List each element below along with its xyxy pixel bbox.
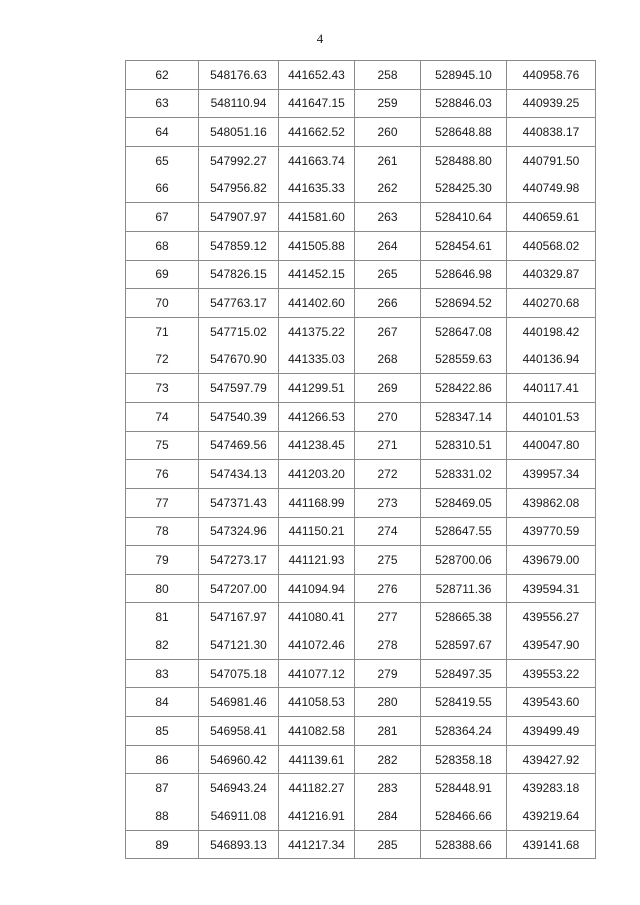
y-coordinate-left: 441635.33 [279,175,355,203]
point-number-right: 258 [355,61,421,90]
point-number-left: 84 [126,688,199,717]
x-coordinate-left: 547859.12 [199,231,279,260]
y-coordinate-left: 441080.41 [279,603,355,631]
y-coordinate-left: 441121.93 [279,546,355,575]
x-coordinate-right: 528559.63 [421,346,507,374]
point-number-right: 259 [355,89,421,118]
y-coordinate-right: 440568.02 [507,231,596,260]
point-number-right: 268 [355,346,421,374]
y-coordinate-right: 439957.34 [507,460,596,489]
point-number-right: 267 [355,317,421,345]
x-coordinate-left: 546981.46 [199,688,279,717]
y-coordinate-left: 441505.88 [279,231,355,260]
x-coordinate-right: 528466.66 [421,802,507,830]
point-number-left: 79 [126,546,199,575]
point-number-left: 77 [126,488,199,517]
y-coordinate-left: 441168.99 [279,488,355,517]
point-number-right: 269 [355,374,421,403]
y-coordinate-right: 439427.92 [507,745,596,774]
table-row [126,460,596,489]
y-coordinate-left: 441082.58 [279,717,355,746]
table-row [126,774,596,802]
y-coordinate-right: 439141.68 [507,830,596,859]
point-number-right: 266 [355,289,421,318]
x-coordinate-left: 547371.43 [199,488,279,517]
x-coordinate-left: 547121.30 [199,631,279,659]
point-number-right: 275 [355,546,421,575]
point-number-right: 261 [355,146,421,174]
point-number-right: 273 [355,488,421,517]
point-number-left: 82 [126,631,199,659]
table-row [126,118,596,147]
x-coordinate-right: 528945.10 [421,61,507,90]
point-number-left: 89 [126,830,199,859]
x-coordinate-left: 547167.97 [199,603,279,631]
x-coordinate-right: 528454.61 [421,231,507,260]
table-row [126,603,596,631]
x-coordinate-right: 528448.91 [421,774,507,802]
table-row [126,231,596,260]
point-number-left: 86 [126,745,199,774]
table-row [126,146,596,174]
point-number-left: 88 [126,802,199,830]
table-row [126,260,596,289]
y-coordinate-right: 440117.41 [507,374,596,403]
point-number-left: 78 [126,517,199,546]
point-number-left: 65 [126,146,199,174]
table-row [126,61,596,90]
y-coordinate-right: 439547.90 [507,631,596,659]
y-coordinate-left: 441662.52 [279,118,355,147]
x-coordinate-left: 547907.97 [199,203,279,232]
x-coordinate-right: 528711.36 [421,574,507,603]
x-coordinate-left: 546893.13 [199,830,279,859]
point-number-left: 63 [126,89,199,118]
x-coordinate-right: 528488.80 [421,146,507,174]
table-row [126,688,596,717]
point-number-left: 68 [126,231,199,260]
point-number-left: 66 [126,175,199,203]
x-coordinate-right: 528425.30 [421,175,507,203]
y-coordinate-right: 439499.49 [507,717,596,746]
point-number-right: 279 [355,659,421,688]
table-row [126,546,596,575]
point-number-right: 265 [355,260,421,289]
x-coordinate-right: 528310.51 [421,431,507,460]
x-coordinate-left: 547469.56 [199,431,279,460]
x-coordinate-right: 528497.35 [421,659,507,688]
x-coordinate-left: 546943.24 [199,774,279,802]
point-number-right: 262 [355,175,421,203]
point-number-right: 280 [355,688,421,717]
x-coordinate-left: 547956.82 [199,175,279,203]
y-coordinate-right: 439553.22 [507,659,596,688]
y-coordinate-right: 440270.68 [507,289,596,318]
x-coordinate-right: 528647.08 [421,317,507,345]
x-coordinate-right: 528846.03 [421,89,507,118]
y-coordinate-left: 441182.27 [279,774,355,802]
x-coordinate-right: 528331.02 [421,460,507,489]
x-coordinate-right: 528410.64 [421,203,507,232]
y-coordinate-left: 441217.34 [279,830,355,859]
x-coordinate-left: 548110.94 [199,89,279,118]
point-number-right: 282 [355,745,421,774]
table-row [126,659,596,688]
x-coordinate-left: 547715.02 [199,317,279,345]
x-coordinate-left: 548176.63 [199,61,279,90]
table-row [126,830,596,859]
y-coordinate-right: 440047.80 [507,431,596,460]
y-coordinate-right: 440329.87 [507,260,596,289]
table-row [126,802,596,830]
x-coordinate-right: 528700.06 [421,546,507,575]
y-coordinate-right: 439594.31 [507,574,596,603]
y-coordinate-left: 441663.74 [279,146,355,174]
point-number-left: 64 [126,118,199,147]
point-number-left: 76 [126,460,199,489]
point-number-left: 74 [126,402,199,431]
point-number-right: 278 [355,631,421,659]
y-coordinate-right: 440659.61 [507,203,596,232]
y-coordinate-left: 441402.60 [279,289,355,318]
y-coordinate-right: 440791.50 [507,146,596,174]
x-coordinate-right: 528422.86 [421,374,507,403]
y-coordinate-right: 440749.98 [507,175,596,203]
x-coordinate-left: 546911.08 [199,802,279,830]
x-coordinate-right: 528347.14 [421,402,507,431]
page-number: 4 [316,31,324,46]
x-coordinate-left: 547540.39 [199,402,279,431]
point-number-right: 264 [355,231,421,260]
y-coordinate-left: 441647.15 [279,89,355,118]
y-coordinate-left: 441238.45 [279,431,355,460]
y-coordinate-left: 441266.53 [279,402,355,431]
point-number-left: 62 [126,61,199,90]
x-coordinate-left: 547324.96 [199,517,279,546]
x-coordinate-right: 528388.66 [421,830,507,859]
x-coordinate-left: 547763.17 [199,289,279,318]
point-number-right: 283 [355,774,421,802]
y-coordinate-left: 441203.20 [279,460,355,489]
table-row [126,175,596,203]
y-coordinate-left: 441072.46 [279,631,355,659]
coordinates-table-body [126,61,596,859]
x-coordinate-left: 547670.90 [199,346,279,374]
x-coordinate-left: 547992.27 [199,146,279,174]
point-number-right: 271 [355,431,421,460]
point-number-right: 285 [355,830,421,859]
point-number-right: 277 [355,603,421,631]
table-row [126,317,596,345]
point-number-right: 260 [355,118,421,147]
point-number-left: 81 [126,603,199,631]
point-number-right: 274 [355,517,421,546]
x-coordinate-left: 547075.18 [199,659,279,688]
point-number-right: 272 [355,460,421,489]
point-number-right: 284 [355,802,421,830]
y-coordinate-left: 441150.21 [279,517,355,546]
x-coordinate-left: 547434.13 [199,460,279,489]
point-number-right: 276 [355,574,421,603]
x-coordinate-left: 547273.17 [199,546,279,575]
coordinates-table [125,60,596,859]
point-number-right: 281 [355,717,421,746]
x-coordinate-right: 528694.52 [421,289,507,318]
y-coordinate-right: 439219.64 [507,802,596,830]
y-coordinate-left: 441335.03 [279,346,355,374]
x-coordinate-right: 528364.24 [421,717,507,746]
y-coordinate-right: 439770.59 [507,517,596,546]
y-coordinate-left: 441652.43 [279,61,355,90]
table-row [126,203,596,232]
point-number-left: 80 [126,574,199,603]
point-number-left: 71 [126,317,199,345]
y-coordinate-left: 441581.60 [279,203,355,232]
x-coordinate-left: 548051.16 [199,118,279,147]
y-coordinate-right: 440958.76 [507,61,596,90]
y-coordinate-right: 439283.18 [507,774,596,802]
point-number-left: 85 [126,717,199,746]
table-row [126,574,596,603]
point-number-left: 87 [126,774,199,802]
y-coordinate-left: 441094.94 [279,574,355,603]
y-coordinate-right: 439679.00 [507,546,596,575]
y-coordinate-left: 441139.61 [279,745,355,774]
y-coordinate-left: 441452.15 [279,260,355,289]
x-coordinate-left: 546958.41 [199,717,279,746]
table-row [126,89,596,118]
x-coordinate-left: 547597.79 [199,374,279,403]
x-coordinate-right: 528648.88 [421,118,507,147]
y-coordinate-right: 439556.27 [507,603,596,631]
y-coordinate-right: 440939.25 [507,89,596,118]
x-coordinate-right: 528665.38 [421,603,507,631]
table-row [126,289,596,318]
y-coordinate-right: 440838.17 [507,118,596,147]
point-number-left: 75 [126,431,199,460]
table-row [126,631,596,659]
point-number-right: 270 [355,402,421,431]
x-coordinate-right: 528469.05 [421,488,507,517]
point-number-right: 263 [355,203,421,232]
x-coordinate-right: 528597.67 [421,631,507,659]
point-number-left: 72 [126,346,199,374]
x-coordinate-left: 547826.15 [199,260,279,289]
y-coordinate-left: 441375.22 [279,317,355,345]
y-coordinate-right: 439862.08 [507,488,596,517]
table-row [126,745,596,774]
point-number-left: 73 [126,374,199,403]
y-coordinate-right: 440101.53 [507,402,596,431]
point-number-left: 70 [126,289,199,318]
table-row [126,431,596,460]
y-coordinate-left: 441299.51 [279,374,355,403]
y-coordinate-left: 441077.12 [279,659,355,688]
x-coordinate-left: 546960.42 [199,745,279,774]
point-number-left: 67 [126,203,199,232]
y-coordinate-right: 440136.94 [507,346,596,374]
table-row [126,488,596,517]
x-coordinate-right: 528358.18 [421,745,507,774]
x-coordinate-right: 528647.55 [421,517,507,546]
point-number-left: 69 [126,260,199,289]
x-coordinate-left: 547207.00 [199,574,279,603]
point-number-left: 83 [126,659,199,688]
x-coordinate-right: 528419.55 [421,688,507,717]
table-row [126,374,596,403]
table-row [126,517,596,546]
y-coordinate-right: 440198.42 [507,317,596,345]
y-coordinate-left: 441058.53 [279,688,355,717]
x-coordinate-right: 528646.98 [421,260,507,289]
table-row [126,717,596,746]
table-row [126,402,596,431]
table-row [126,346,596,374]
y-coordinate-right: 439543.60 [507,688,596,717]
y-coordinate-left: 441216.91 [279,802,355,830]
